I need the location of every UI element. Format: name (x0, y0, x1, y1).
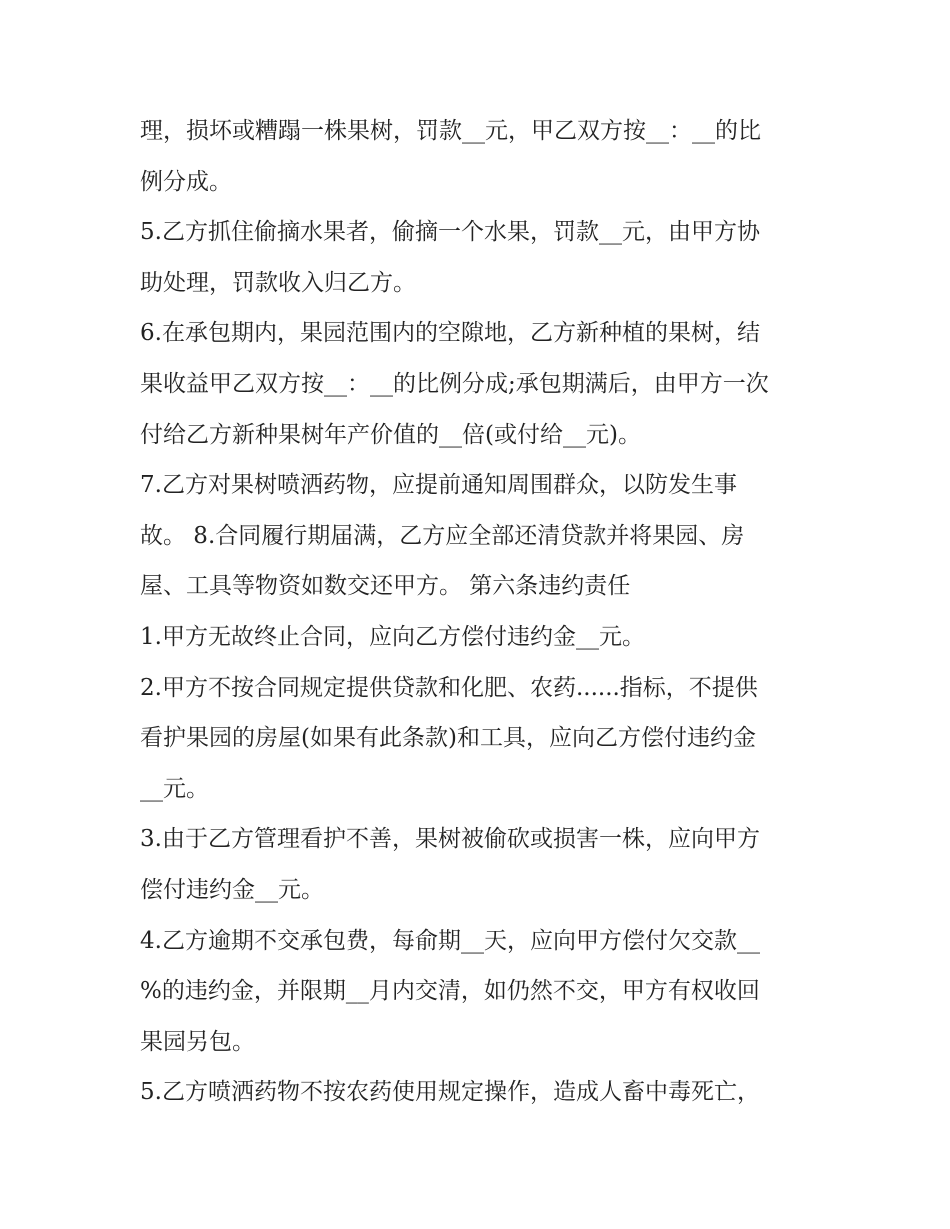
text-line: 屋、工具等物资如数交还甲方。 第六条违约责任 (140, 573, 631, 600)
text-line: 例分成。 (140, 168, 232, 195)
contract-text-body (140, 106, 820, 1118)
text-line: 果园另包。 (140, 1028, 255, 1055)
text-line: 看护果园的房屋(如果有此条款)和工具，应向乙方偿付违约金 (140, 725, 756, 752)
text-line: 5.乙方喷洒药物不按农药使用规定操作，造成人畜中毒死亡， (140, 1079, 760, 1106)
text-line: 4.乙方逾期不交承包费，每俞期__天，应向甲方偿付欠交款__ (140, 927, 760, 954)
text-line: 6.在承包期内，果园范围内的空隙地，乙方新种植的果树，结 (140, 320, 760, 347)
text-line: 偿付违约金__元。 (140, 876, 324, 903)
text-line: 理，损坏或糟蹋一株果树，罚款__元，甲乙双方按__：__的比 (140, 118, 761, 144)
text-line: __元。 (140, 775, 209, 802)
text-line: 果收益甲乙双方按__：__的比例分成;承包期满后，由甲方一次 (140, 370, 769, 397)
text-line: 1.甲方无故终止合同，应向乙方偿付违约金__元。 (140, 623, 645, 650)
text-line: 助处理，罚款收入归乙方。 (140, 269, 416, 296)
text-line: 2.甲方不按合同规定提供贷款和化肥、农药......指标，不提供 (140, 674, 758, 701)
text-line: 5.乙方抓住偷摘水果者，偷摘一个水果，罚款__元，由甲方协 (140, 219, 760, 246)
text-line: 3.由于乙方管理看护不善，果树被偷砍或损害一株，应向甲方 (140, 826, 760, 853)
text-line: 7.乙方对果树喷洒药物，应提前通知周围群众，以防发生事 (140, 472, 737, 499)
text-line: 付给乙方新种果树年产价值的__倍(或付给__元)。 (140, 421, 641, 448)
text-line: 故。 8.合同履行期届满，乙方应全部还清贷款并将果园、房 (140, 522, 745, 549)
text-line: %的违约金，并限期__月内交清，如仍然不交，甲方有权收回 (140, 978, 760, 1005)
